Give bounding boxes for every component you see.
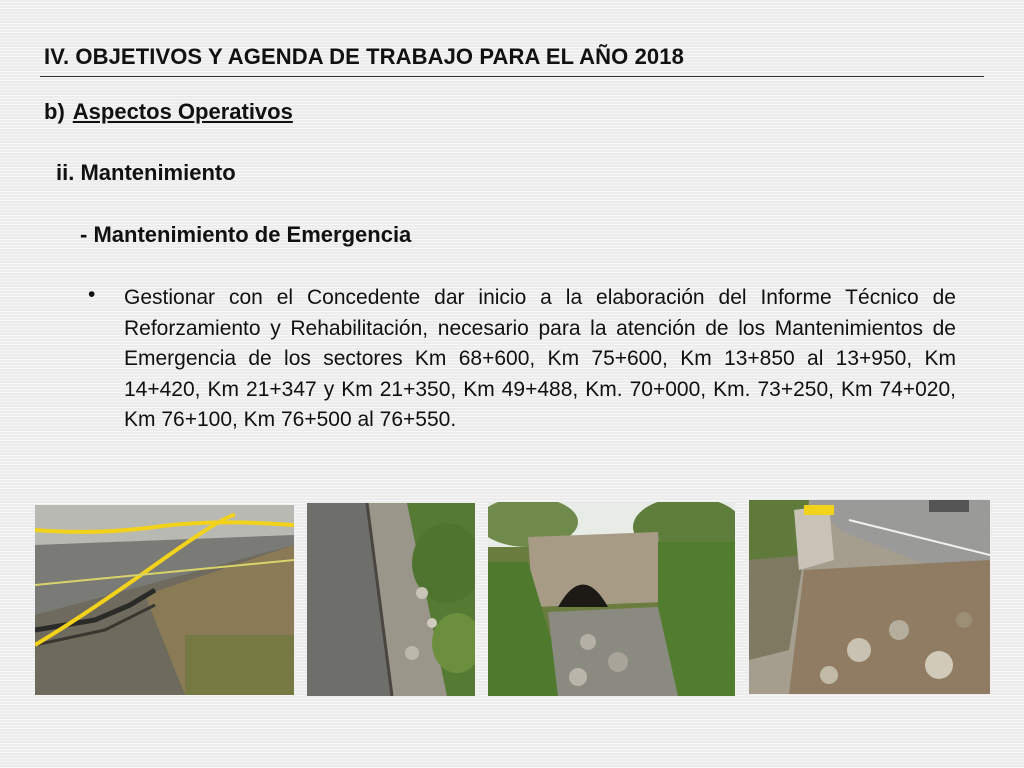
subsection-heading: ii. Mantenimiento <box>56 160 236 185</box>
section-marker: b) <box>44 99 65 124</box>
bullet-paragraph: Gestionar con el Concedente dar inicio a la elaboración del Informe Técnico de Reforzamiento y Rehabilitación, necesario para la atención de los Mantenimientos de Emergencia de los sectores Km 68+600, Km 75+600, Km 13+850 al 13+950, Km 14+420, Km 21+347 y Km 21+350, Km 49+488, Km. 70+000, Km. 73+250, Km 74+020, Km 76+100, Km 76+500 al 76+550. <box>124 286 956 431</box>
photo-culvert-vegetation <box>488 502 735 696</box>
section-title: Aspectos Operativos <box>72 99 293 124</box>
culvert-illustration <box>488 502 735 696</box>
cracked-road-illustration <box>35 505 294 695</box>
collapsed-embankment-illustration <box>749 500 990 694</box>
photo-collapsed-embankment <box>749 500 990 694</box>
slide-title: IV. OBJETIVOS Y AGENDA DE TRABAJO PARA EL AÑO 2018 <box>44 44 684 69</box>
bullet-marker: • <box>88 283 96 306</box>
title-underline-divider <box>40 76 984 77</box>
photo-cracked-road-caution-tape <box>35 505 294 695</box>
photo-eroded-road-shoulder <box>307 503 475 696</box>
eroded-shoulder-illustration <box>307 503 475 696</box>
subsubsection-heading: - Mantenimiento de Emergencia <box>80 222 412 247</box>
section-heading <box>44 99 293 125</box>
